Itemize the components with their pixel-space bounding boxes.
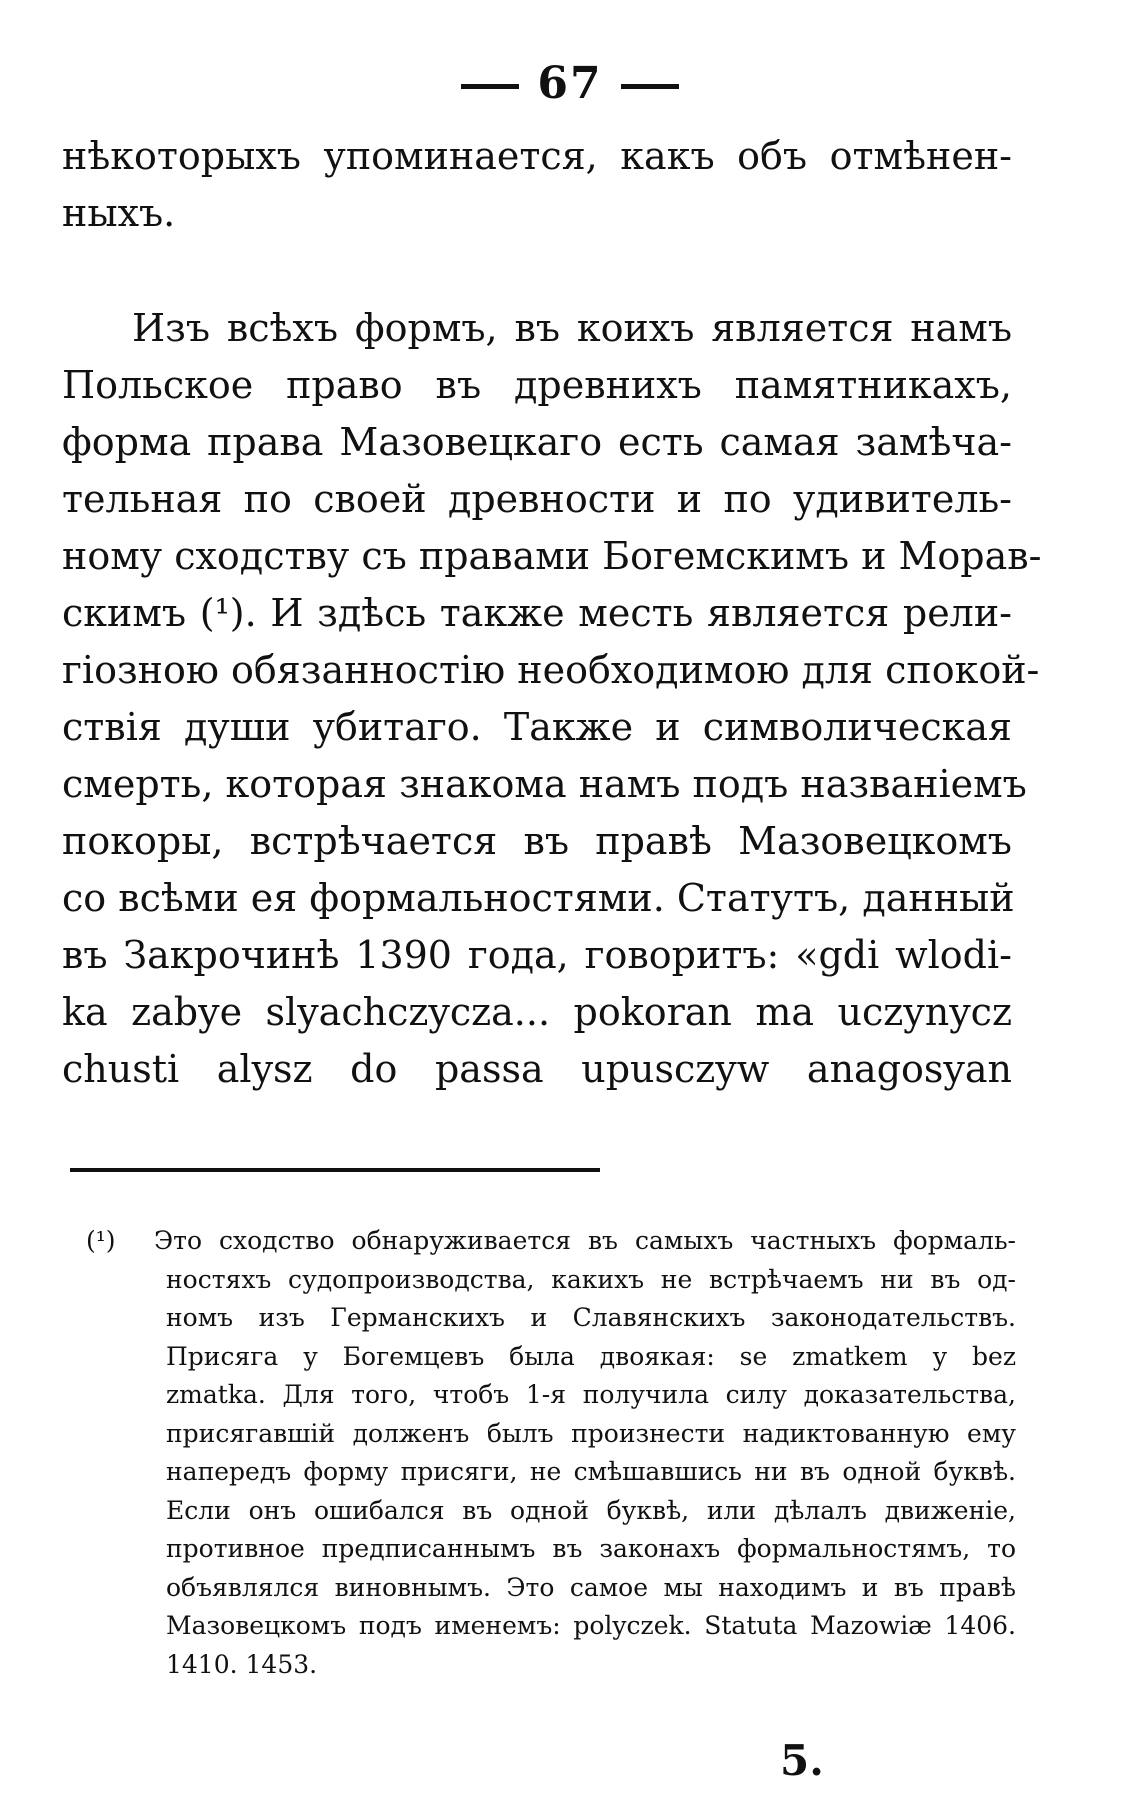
header-dash-right bbox=[621, 84, 679, 89]
footnote-marker: (¹) bbox=[86, 1226, 116, 1255]
paragraph-main bbox=[62, 300, 1042, 1098]
footnote-line-first bbox=[86, 1222, 1016, 1261]
footnote-line: присягавшій долженъ былъ произнести надиктованную ему bbox=[166, 1418, 1016, 1448]
text-line: скимъ (¹). И здѣсь также месть является рели- bbox=[62, 591, 1012, 635]
footnote-line: Присяга у Богемцевъ была двоякая: se zmatkem у bez bbox=[166, 1341, 1016, 1371]
footnote-line: 1410. 1453. bbox=[166, 1649, 318, 1679]
paragraph-continuation bbox=[62, 128, 1012, 242]
text-line: chusti alysz do passa upusczyw anagosyan bbox=[62, 1047, 1012, 1091]
footnote-divider bbox=[70, 1168, 600, 1172]
footnote-text: Это сходство обнаруживается въ самыхъ частныхъ формаль- bbox=[154, 1226, 1016, 1255]
text-line: тельная по своей древности и по удивитель- bbox=[62, 477, 1012, 521]
text-line: смерть, которая знакома намъ подъ названіемъ bbox=[62, 762, 1027, 806]
text-line: со всѣми ея формальностями. Статутъ, данный bbox=[62, 876, 1015, 920]
header-dash-left bbox=[461, 84, 519, 89]
text-line: нѣкоторыхъ упоминается, какъ объ отмѣнен- bbox=[62, 134, 1012, 178]
text-line: Польское право въ древнихъ памятникахъ, bbox=[62, 363, 1012, 407]
text-line: форма права Мазовецкаго есть самая замѣча- bbox=[62, 420, 1012, 464]
page-header bbox=[0, 58, 1140, 109]
footnote-line: противное предписаннымъ въ законахъ формальностямъ, то bbox=[166, 1534, 1016, 1563]
footnote-line: напередъ форму присяги, не смѣшавшись ни въ одной буквѣ. bbox=[166, 1457, 1016, 1486]
footnote-line: объявлялся виновнымъ. Это самое мы находимъ и въ правѣ bbox=[166, 1572, 1016, 1602]
footnote-line: номъ изъ Германскихъ и Славянскихъ законодательствъ. bbox=[166, 1303, 1016, 1332]
footnote-line: ностяхъ судопроизводства, какихъ не встрѣчаемъ ни въ од- bbox=[166, 1264, 1016, 1294]
text-line: Изъ всѣхъ формъ, въ коихъ является намъ bbox=[132, 306, 1012, 350]
signature-mark: 5. bbox=[780, 1736, 824, 1785]
footnote-line: Мазовецкомъ подъ именемъ: polyczek. Statuta Mazowiæ 1406. bbox=[166, 1611, 1016, 1640]
footnote-line: zmatka. Для того, чтобъ 1-я получила силу доказательства, bbox=[166, 1380, 1016, 1409]
text-line: ныхъ. bbox=[62, 191, 176, 235]
text-line: ному сходству съ правами Богемскимъ и Морав- bbox=[62, 534, 1042, 578]
text-line: ka zabye slyachczycza... pokoran ma uczynycz bbox=[62, 990, 1012, 1034]
text-line: покоры, встрѣчается въ правѣ Мазовецкомъ bbox=[62, 819, 1012, 863]
text-line: гіозною обязанностію необходимою для спокой- bbox=[62, 648, 1040, 692]
footnote-line: Если онъ ошибался въ одной буквѣ, или дѣлалъ движеніе, bbox=[166, 1495, 1016, 1525]
text-line: ствія души убитаго. Также и символическая bbox=[62, 705, 1012, 749]
page-number: 67 bbox=[537, 58, 603, 109]
text-line: въ Закрочинѣ 1390 года, говоритъ: «gdi wlodi- bbox=[62, 933, 1012, 977]
footnote bbox=[86, 1222, 1016, 1684]
